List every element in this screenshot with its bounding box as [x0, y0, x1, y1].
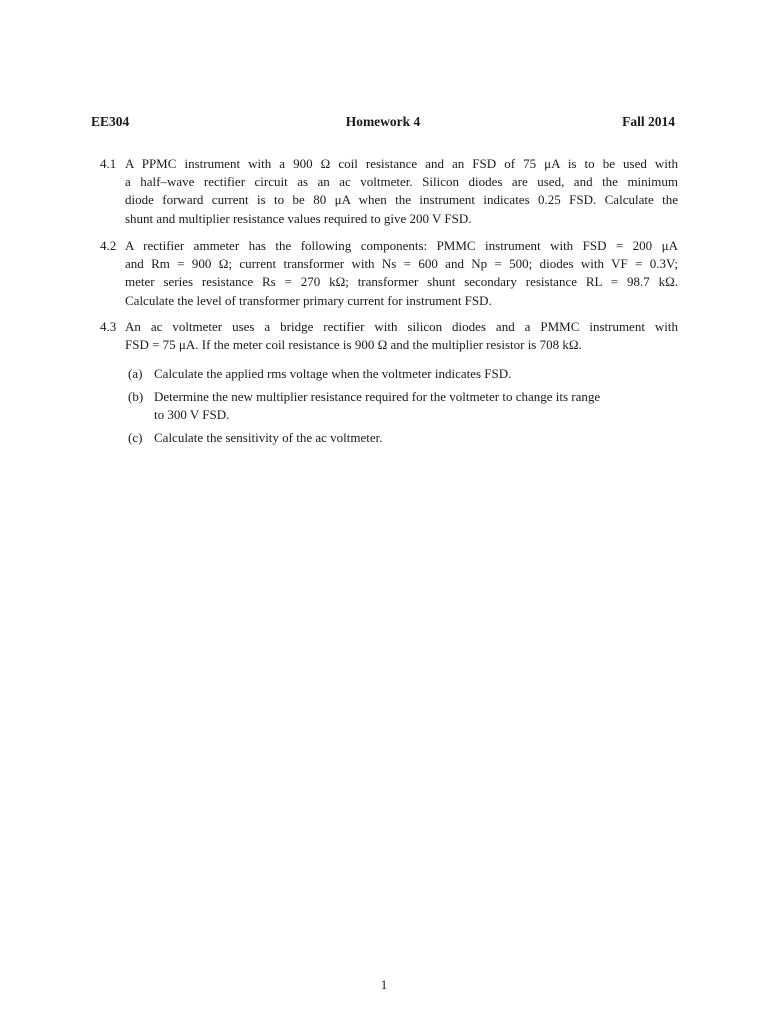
problem-number: 4.2 — [100, 238, 117, 253]
problem-line: meter series resistance Rs = 270 kΩ; transformer shunt secondary resistance RL = 98.7 kΩ. — [125, 274, 678, 290]
problem-line: A PPMC instrument with a 900 Ω coil resistance and an FSD of 75 μA is to be used with — [125, 156, 678, 171]
problem-text — [125, 237, 678, 310]
subpart-line: Calculate the applied rms voltage when the voltmeter indicates FSD. — [154, 366, 512, 381]
problem-line: Calculate the level of transformer primary current for instrument FSD. — [125, 292, 492, 308]
page-header — [91, 114, 675, 132]
problem-line: shunt and multiplier resistance values required to give 200 V FSD. — [125, 210, 472, 226]
course-code: EE304 — [91, 114, 130, 129]
problem-line: FSD = 75 μA. If the meter coil resistance is 900 Ω and the multiplier resistor is 708 kΩ. — [125, 337, 582, 353]
subpart-c — [128, 429, 678, 447]
problem-line: and Rm = 900 Ω; current transformer with Ns = 600 and Np = 500; diodes with VF = 0.3V; — [125, 256, 678, 272]
problem-4-2 — [100, 237, 678, 310]
problem-line: a half–wave rectifier circuit as an ac voltmeter. Silicon diodes are used, and the minimum — [125, 174, 678, 190]
problem-number: 4.1 — [100, 156, 117, 171]
problem-line: An ac voltmeter uses a bridge rectifier with silicon diodes and a PMMC instrument with — [125, 319, 678, 334]
problem-4-1 — [100, 155, 678, 228]
subpart-line: Determine the new multiplier resistance required for the voltmeter to change its range — [154, 389, 601, 404]
problem-text — [125, 155, 678, 228]
subpart-label: (b) — [128, 389, 144, 404]
problem-line: A rectifier ammeter has the following components: PMMC instrument with FSD = 200 μA — [125, 238, 678, 253]
subpart-line: Calculate the sensitivity of the ac voltmeter. — [154, 430, 383, 445]
subpart-a — [128, 365, 678, 383]
problem-text — [125, 318, 678, 354]
problem-line: diode forward current is to be 80 μA when the instrument indicates 0.25 FSD. Calculate the — [125, 192, 678, 208]
subpart-line: to 300 V FSD. — [154, 407, 230, 423]
page-number: 1 — [380, 977, 388, 992]
page-title: Homework 4 — [345, 114, 421, 129]
problem-number: 4.3 — [100, 319, 117, 334]
subpart-label: (c) — [128, 430, 143, 445]
subpart-b — [128, 388, 678, 424]
problem-4-3 — [100, 318, 678, 354]
subpart-label: (a) — [128, 366, 143, 381]
term: Fall 2014 — [622, 114, 675, 129]
